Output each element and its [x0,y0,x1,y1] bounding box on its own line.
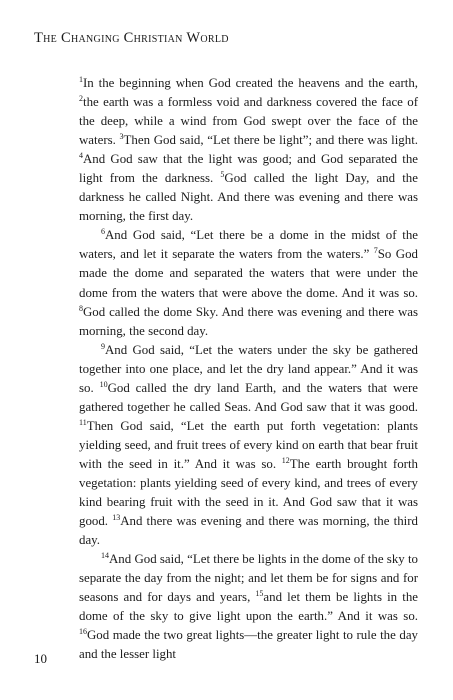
verse-number: 10 [99,379,108,389]
verse-text: God made the two great lights—the greater light to rule the day and the lesser light [79,628,418,662]
verse-text: God called the dome Sky. And there was evening and there was morning, the second day. [79,304,418,338]
paragraph [79,74,418,226]
verse-number: 13 [112,513,121,523]
verse-number: 3 [119,132,124,142]
verse-number: 12 [281,455,290,465]
paragraph [79,550,418,664]
verse-number: 15 [255,589,264,599]
body-text [79,74,418,664]
verse-text: God called the light Day, and the darkness he called Night. And there was evening and there was morning, the first day. [79,171,418,224]
verse-text: And God said, “Let there be a dome in the midst of the waters, and let it separate the waters from the waters.” [79,228,418,262]
verse-number: 4 [79,151,83,161]
verse-number: 9 [101,341,105,351]
verse-text: Then God said, “Let there be light”; and there was light. [123,133,418,148]
verse-number: 7 [373,246,378,256]
verse-number: 8 [79,303,83,313]
verse-text: In the beginning when God created the heavens and the earth, [83,76,418,90]
verse-number: 6 [101,227,105,237]
verse-text: So God made the dome and separated the waters that were under the dome from the waters that were above the dome. And it was so. [79,247,418,300]
verse-text: And God said, “Let the waters under the sky be gathered together into one place, and let the dry land appear.” And it was so. [79,342,418,395]
paragraph [79,341,418,551]
verse-text: And God said, “Let there be lights in the dome of the sky to separate the day from the night; and let them be for signs and for seasons and for days and years, [79,552,418,605]
verse-text: the earth was a formless void and darkness covered the face of the deep, while a wind from God swept over the face of the waters. [79,95,418,148]
verse-text: And there was evening and there was morning, the third day. [79,514,418,548]
verse-number: 11 [79,417,87,427]
verse-number: 2 [79,94,83,104]
verse-number: 14 [101,551,109,561]
verse-text: And God saw that the light was good; and God separated the light from the darkness. [79,152,418,186]
verse-text: Then God said, “Let the earth put forth vegetation: plants yielding seed, and fruit trees of every kind on earth that bear fruit with the seed in it.” And it was so. [79,418,418,471]
verse-number: 1 [79,75,83,84]
paragraph [79,226,418,340]
running-head: The Changing Christian World [34,30,229,46]
page-number: 10 [34,651,47,666]
verse-number: 16 [79,627,87,637]
verse-number: 5 [220,170,225,180]
verse-text: God called the dry land Earth, and the waters that were gathered together he called Seas. And God saw that it was good. [79,380,418,414]
verse-text: The earth brought forth vegetation: plants yielding seed of every kind, and trees of every kind bearing fruit with the seed in it. And God saw that it was good. [79,456,418,529]
verse-text: and let them be lights in the dome of the sky to give light upon the earth.” And it was so. [79,590,418,624]
